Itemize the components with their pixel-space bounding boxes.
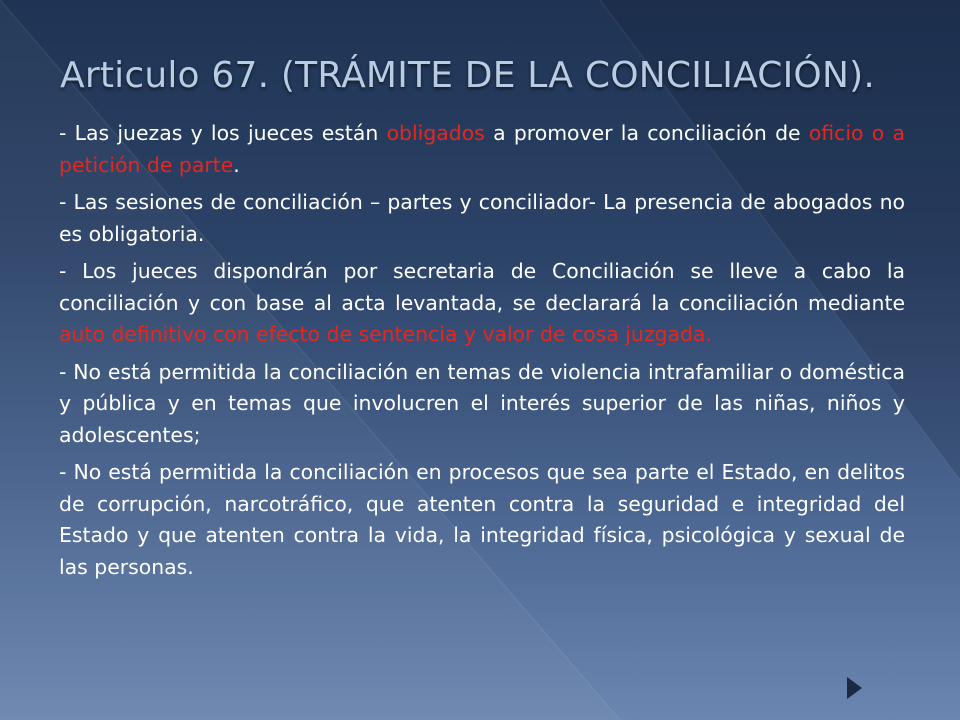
text-segment: - No está permitida la conciliación en temas de violencia intrafamiliar o doméstica y pública y en temas que involucren el interés superior de las niñas, niños y adolescentes; [59,359,905,447]
paragraph [59,187,905,250]
text-segment: - Las sesiones de conciliación – partes y conciliador- La presencia de abogados no es obligatoria. [59,190,905,246]
slide-body [59,118,905,589]
highlighted-text: obligados [386,121,485,145]
text-segment: . [233,152,240,177]
text-segment: - Los jueces dispondrán por secretaria de Conciliación se lleve a cabo la conciliación y con base al acta levantada, se declarará la conciliación mediante [59,259,905,315]
highlighted-text: oficio o a petición de parte [59,121,905,177]
text-segment: - No está permitida la conciliación en procesos que sea parte el Estado, en delitos de corrupción, narcotráfico, que atenten contra la seguridad e integridad del Estado y que atenten contra la vida, la integridad física, psicológica y sexual de las personas. [59,460,905,579]
paragraph [59,118,905,181]
highlighted-text: auto definitivo con efecto de sentencia y valor de cosa juzgada. [59,322,712,346]
text-segment: - Las juezas y los jueces están [59,121,387,145]
paragraph [59,357,905,452]
paragraph [59,457,905,583]
slide-title: Articulo 67. (TRÁMITE DE LA CONCILIACIÓN). [60,55,875,96]
text-segment: a promover la conciliación de [484,121,809,145]
paragraph [59,256,905,351]
chevron-right-icon [847,677,862,699]
